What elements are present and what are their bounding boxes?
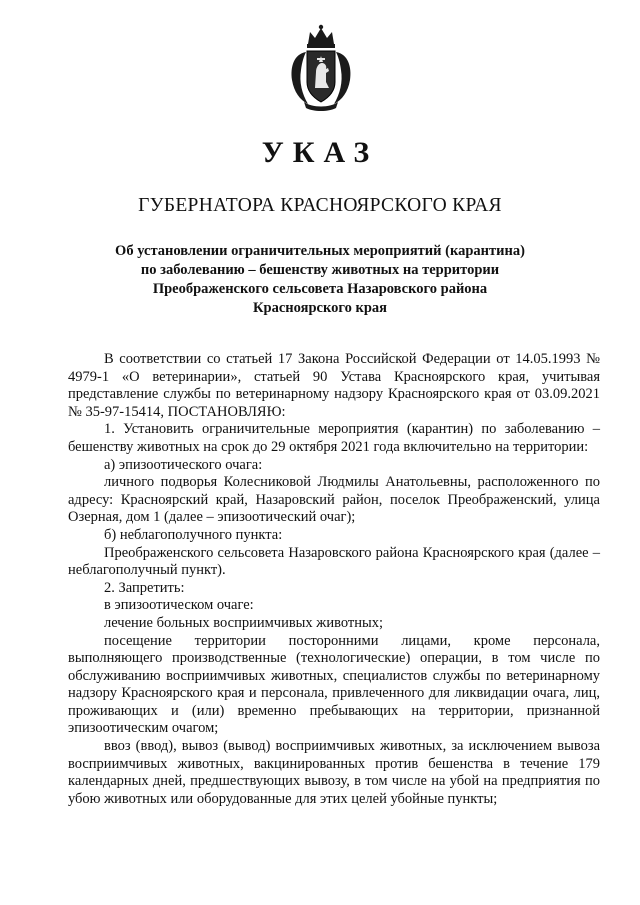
clause-2: 2. Запретить: [104, 579, 185, 596]
coat-of-arms-icon [286, 22, 356, 112]
subject-line: Преображенского сельсовета Назаровского района [152, 281, 488, 297]
clause-2-item: посещение территории посторонними лицами, кроме персонала, выполняющего производственные (технологические) операции, в том числе по обслуживанию восприимчивых животных, специалистов службы по ветеринарному надзору Красноярского края и персонала, привлеченного для ликвидации очага, лиц, проживающих и (или) временно пребывающих на территории, признанной эпизоотическим очагом; [68, 632, 600, 737]
decree-title: УКАЗ [261, 136, 379, 169]
clause-1a-heading: а) эпизоотического очага: [104, 456, 263, 473]
clause-1b-heading: б) неблагополучного пункта: [104, 526, 283, 543]
preamble-paragraph: В соответствии со статьей 17 Закона Российской Федерации от 14.05.1993 № 4979-1 «О ветеринарии», статьей 90 Устава Красноярского края, учитывая представление службы по ветеринарному надзору Красноярского края от 03.09.2021 № 35-97-15414, ПОСТАНОВЛЯЮ: [68, 351, 600, 420]
clause-2-item: лечение больных восприимчивых животных; [104, 614, 383, 631]
clause-2-scope: в эпизоотическом очаге: [104, 597, 254, 614]
subject-line: Красноярского края [253, 300, 387, 316]
clause-1a-text: личного подворья Колесниковой Людмилы Анатольевны, расположенного по адресу: Красноярский край, Назаровский район, поселок Преображенский, улица Озерная, дом 1 (далее – эпизоотический очаг); [68, 474, 600, 526]
subject-line: по заболеванию – бешенству животных на территории [140, 262, 500, 278]
decree-subject [60, 242, 580, 318]
clause-1: 1. Установить ограничительные мероприятия (карантин) по заболеванию – бешенству животных на срок до 29 октября 2021 года включительно на территории: [68, 421, 600, 455]
decree-body [68, 351, 600, 808]
issuer-heading: ГУБЕРНАТОРА КРАСНОЯРСКОГО КРАЯ [138, 195, 502, 216]
clause-1b-text: Преображенского сельсовета Назаровского района Красноярского края (далее – неблагополучный пункт). [68, 544, 600, 579]
subject-line: Об установлении ограничительных мероприятий (карантина) [115, 243, 525, 259]
clause-2-item: ввоз (ввод), вывоз (вывод) восприимчивых животных, за исключением вывоза восприимчивых животных, вакцинированных против бешенства в течение 179 календарных дней, предшествующих вывозу, в том числе на убой на предприятия по убою животных или оборудованные для этих целей убойные пункты; [68, 738, 600, 807]
